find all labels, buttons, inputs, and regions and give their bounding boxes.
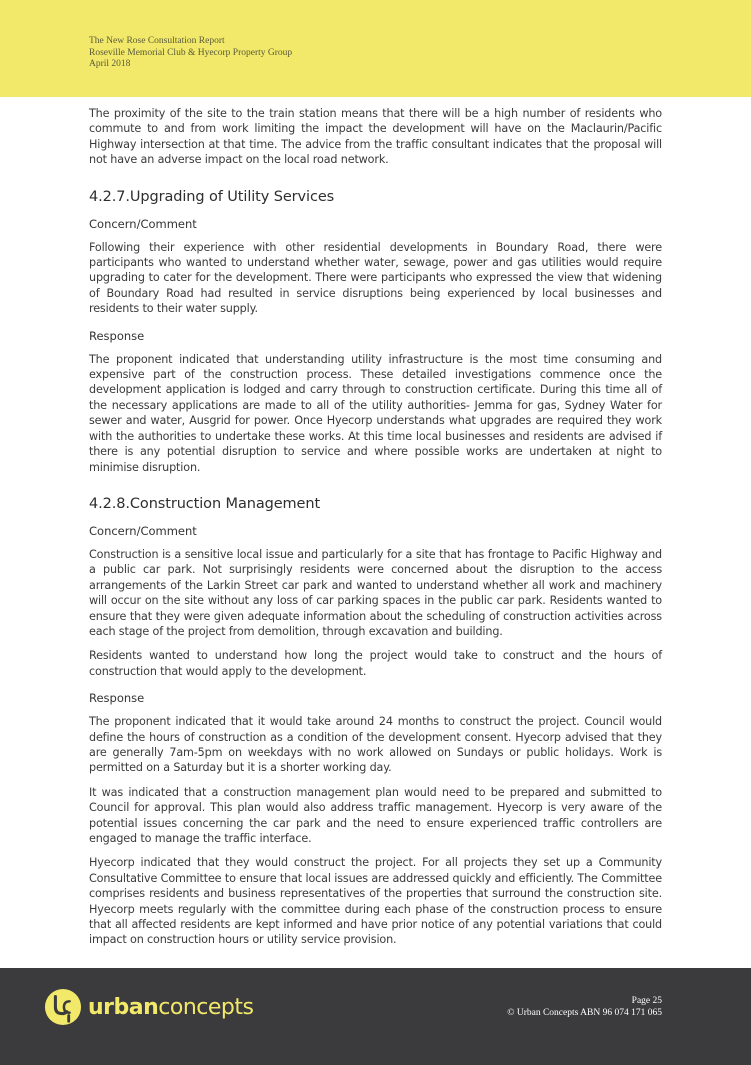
subheading-response: Response [89,328,145,343]
utility-response-paragraph: The proponent indicated that understanding utility infrastructure is the most time consuming and expensive part of the construction process. These detailed investigations commence once the development application is lodged and carry through to construction certificate. During this time all of the necessary applications are made to all of the utility authorities- Jemma for gas, Sydney Water for sewer and water, Ausgrid for power. Once Hyecorp understands what upgrades are required they work with the authorities to undertake these works. At this time local businesses and residents are advised if there is any potential disruption to service and where possible works are undertaken at night to minimise disruption. [89,352,662,474]
construction-response-paragraph: The proponent indicated that it would take around 24 months to construct the project. Council would define the hours of construction as a condition of the development consent. Hyecorp advised that they are generally 7am-5pm on weekdays with no work allowed on Sundays or public holidays. Work is permitted on a Saturday but it is a shorter working day. [89,715,662,775]
subheading-response: Response [89,691,145,706]
logo-wordmark [88,995,253,1020]
utility-concern-paragraph: Following their experience with other residential developments in Boundary Road, there were participants who wanted to understand whether water, sewage, power and gas utilities would require upgrading to cater for the development. There were participants who expressed the view that widening of Boundary Road had resulted in service disruptions being experienced by local businesses and residents to their water supply. [89,240,662,316]
section-heading-construction: 4.2.8.Construction Management [89,495,321,512]
logo-word-concepts: concepts [158,994,254,1020]
construction-concern-paragraph: Construction is a sensitive local issue and particularly for a site that has frontage to Pacific Highway and a public car park. Not surprisingly residents were concerned about the disruption to the access arrangements of the Larkin Street car park and wanted to understand whether all work and machinery will occur on the site without any loss of car parking spaces in the public car park. Residents wanted to ensure that they were given adequate information about the scheduling of construction activities across each stage of the project from demolition, through excavation and building. [89,547,662,638]
page-header [0,0,751,97]
subheading-concern: Concern/Comment [89,523,197,538]
logo-word-urban: urban [88,994,159,1020]
report-title: The New Rose Consultation Report [89,36,225,46]
report-date: April 2018 [89,59,131,69]
construction-concern-paragraph: Residents wanted to understand how long the project would take to construct and the hours of construction that would apply to the development. [89,649,662,678]
footer-info [507,995,662,1019]
header-text [89,36,292,71]
subheading-concern: Concern/Comment [89,216,197,231]
page-number: Page 25 [631,996,662,1006]
section-heading-utility: 4.2.7.Upgrading of Utility Services [89,188,335,205]
construction-response-paragraph: It was indicated that a construction management plan would need to be prepared and submitted to Council for approval. This plan would also address traffic management. Hyecorp is very aware of the potential issues concerning the car park and the need to ensure experienced traffic controllers are engaged to manage the traffic interface. [89,785,662,845]
urban-concepts-logo-icon [44,988,82,1026]
copyright-notice: © Urban Concepts ABN 96 074 171 065 [507,1008,662,1018]
page-footer [0,968,751,1065]
intro-paragraph: The proximity of the site to the train station means that there will be a high number of residents who commute to and from work limiting the impact the development will have on the Maclaurin/Pacific Highway intersection at that time. The advice from the traffic consultant indicates that the proposal will not have an adverse impact on the local road network. [89,107,662,167]
urban-concepts-logo [44,988,253,1026]
page-content [89,106,662,948]
report-parties: Roseville Memorial Club & Hyecorp Property Group [89,47,293,58]
construction-response-paragraph: Hyecorp indicated that they would construct the project. For all projects they set up a Community Consultative Committee to ensure that local issues are addressed quickly and efficiently. The Committee comprises residents and business representatives of the properties that surround the construction site. Hyecorp meets regularly with the committee during each phase of the construction process to ensure that all affected residents are kept informed and have prior notice of any potential variations that could impact on construction hours or utility service provision. [89,856,662,947]
